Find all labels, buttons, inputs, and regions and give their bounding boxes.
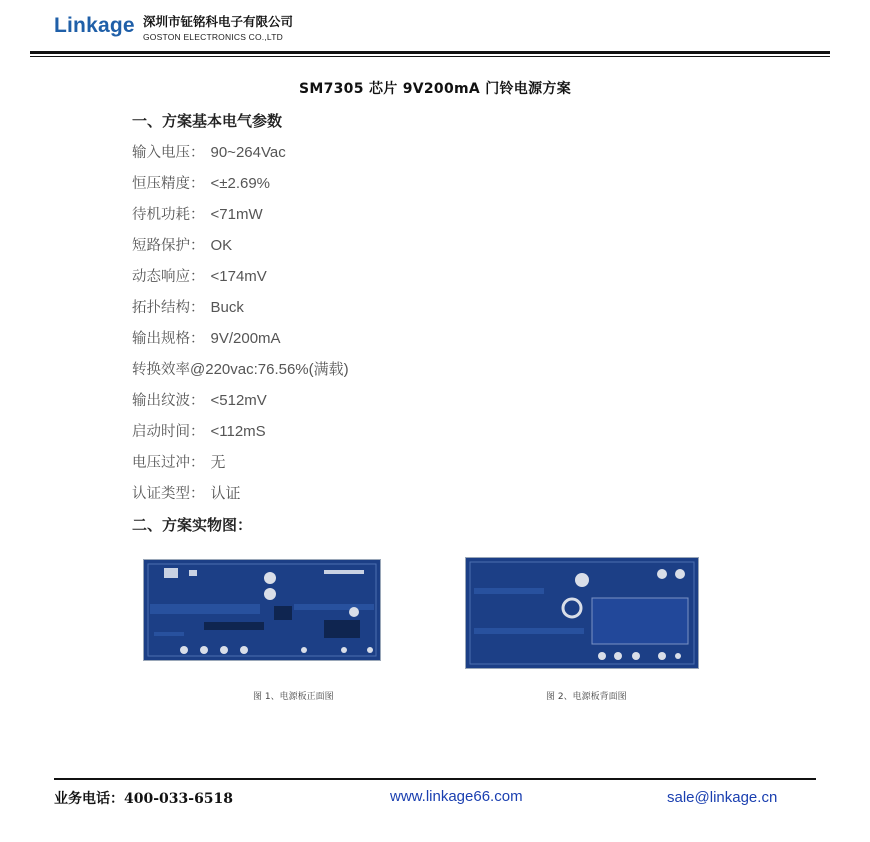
param-value: <112mS <box>210 423 266 440</box>
param-label: 启动时间： <box>132 424 205 440</box>
param-row <box>132 203 263 224</box>
param-label: 输出纹波： <box>132 393 205 409</box>
section-heading-parameters: 一、方案基本电气参数 <box>132 112 283 130</box>
param-row <box>132 141 286 162</box>
param-row <box>132 172 270 193</box>
param-row <box>132 327 281 348</box>
footer-website-link[interactable]: www.linkage66.com <box>390 788 523 805</box>
pcb-front-photo <box>143 559 381 661</box>
section-heading-photos: 二、方案实物图： <box>132 516 253 534</box>
header-divider-thin <box>30 56 830 57</box>
param-row <box>132 296 244 317</box>
param-value: 认证 <box>210 485 241 502</box>
param-value: OK <box>210 237 233 254</box>
figure-caption-front: 图 1、电源板正面图 <box>253 692 334 702</box>
figure-caption-back: 图 2、电源板背面图 <box>546 692 627 702</box>
param-label: 动态响应： <box>132 269 205 285</box>
param-label: 拓扑结构： <box>132 300 205 316</box>
param-label: 电压过冲： <box>132 455 205 471</box>
param-value: <±2.69% <box>210 175 271 192</box>
pcb-back-photo <box>465 557 699 669</box>
param-label: 恒压精度： <box>132 176 205 192</box>
param-value: 无 <box>210 454 226 471</box>
footer-phone: 业务电话：400-033-6518 <box>54 791 234 807</box>
param-value: @220vac:76.56%(满载) <box>190 361 349 378</box>
company-logo: Linkage <box>54 14 135 37</box>
param-label: 待机功耗： <box>132 207 205 223</box>
company-name-cn: 深圳市钲铭科电子有限公司 <box>143 14 294 29</box>
param-row <box>132 389 267 410</box>
param-label: 输出规格： <box>132 331 205 347</box>
param-value: 9V/200mA <box>210 330 281 347</box>
param-value: <512mV <box>210 392 267 409</box>
param-row <box>132 420 266 441</box>
param-value: Buck <box>210 299 244 316</box>
param-row <box>132 358 349 379</box>
company-name-block <box>143 12 293 42</box>
param-value: <71mW <box>210 206 263 223</box>
param-label: 认证类型： <box>132 486 205 502</box>
param-label: 输入电压： <box>132 145 205 161</box>
param-row <box>132 451 226 472</box>
param-row <box>132 482 241 503</box>
document-title: SM7305 芯片 9V200mA 门铃电源方案 <box>298 81 572 97</box>
param-value: <174mV <box>210 268 267 285</box>
company-name-en: GOSTON ELECTRONICS CO.,LTD <box>143 32 283 42</box>
footer-email-link[interactable]: sale@linkage.cn <box>667 789 778 806</box>
header-divider <box>30 51 830 54</box>
param-value: 90~264Vac <box>210 144 286 161</box>
param-row <box>132 265 267 286</box>
param-label: 转换效率 <box>132 362 190 378</box>
footer-divider <box>54 778 816 780</box>
param-label: 短路保护： <box>132 238 205 254</box>
param-row <box>132 234 232 255</box>
